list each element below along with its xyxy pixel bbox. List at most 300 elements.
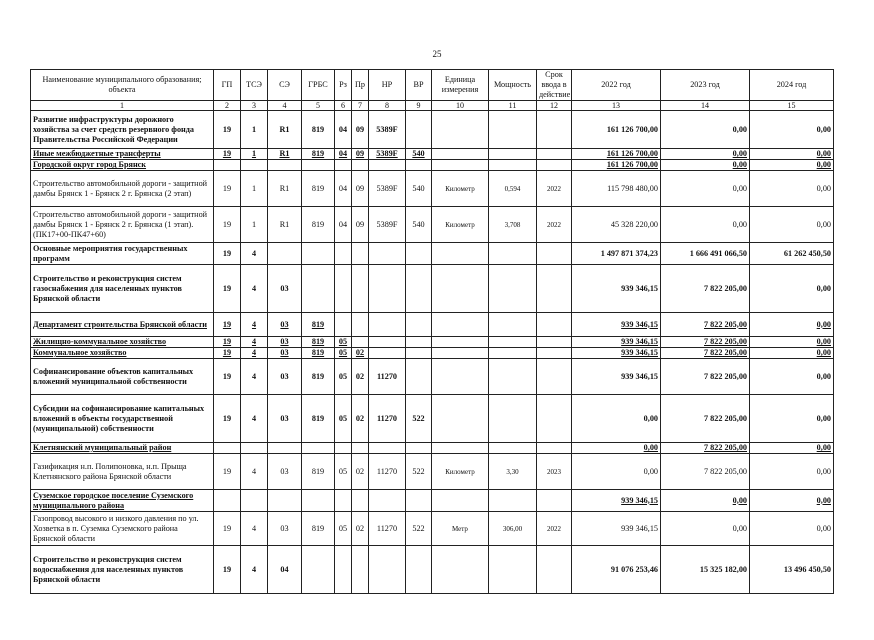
rz-cell: [335, 243, 352, 265]
row-name: Основные мероприятия государственных программ: [31, 243, 214, 265]
capacity-cell: 3,30: [489, 454, 537, 490]
nr-cell: [369, 348, 406, 359]
vr-cell: 540: [406, 171, 432, 207]
column-number: 14: [661, 101, 750, 111]
unit-cell: [432, 313, 489, 337]
nr-cell: 5389F: [369, 111, 406, 149]
budget-table: [30, 69, 834, 594]
amount-2022-cell: 0,00: [572, 443, 661, 454]
vr-cell: [406, 490, 432, 512]
row-name: Софинансирование объектов капитальных вложений муниципальной собственности: [31, 359, 214, 395]
gp-cell: 19: [214, 359, 241, 395]
rz-cell: 05: [335, 512, 352, 546]
gp-cell: 19: [214, 512, 241, 546]
capacity-cell: 0,594: [489, 171, 537, 207]
pr-cell: 09: [352, 111, 369, 149]
table-row: [31, 265, 834, 313]
amount-2023-cell: 7 822 205,00: [661, 395, 750, 443]
amount-2022-cell: 115 798 480,00: [572, 171, 661, 207]
grbs-cell: 819: [302, 348, 335, 359]
tse-cell: 1: [241, 149, 268, 160]
nr-cell: 5389F: [369, 149, 406, 160]
gp-cell: [214, 160, 241, 171]
column-number: 12: [537, 101, 572, 111]
gp-cell: [214, 443, 241, 454]
grbs-cell: 819: [302, 111, 335, 149]
header-name: Наименование муниципального образования; объекта: [31, 70, 214, 101]
table-row: [31, 443, 834, 454]
unit-cell: [432, 111, 489, 149]
gp-cell: 19: [214, 207, 241, 243]
table-row: [31, 454, 834, 490]
capacity-cell: [489, 160, 537, 171]
se-cell: R1: [268, 149, 302, 160]
grbs-cell: 819: [302, 337, 335, 348]
amount-2022-cell: 939 346,15: [572, 348, 661, 359]
year-cell: 2022: [537, 512, 572, 546]
rz-cell: 04: [335, 207, 352, 243]
unit-cell: Километр: [432, 207, 489, 243]
grbs-cell: 819: [302, 454, 335, 490]
nr-cell: [369, 443, 406, 454]
gp-cell: 19: [214, 546, 241, 594]
grbs-cell: 819: [302, 171, 335, 207]
grbs-cell: [302, 546, 335, 594]
row-name: Субсидии на софинансирование капитальных вложений в объекты государственной (муниципальной) собственности: [31, 395, 214, 443]
vr-cell: [406, 111, 432, 149]
amount-2022-cell: 161 126 700,00: [572, 160, 661, 171]
row-name: Строительство автомобильной дороги - защитной дамбы Брянск 1 - Брянск 2 г. Брянска (2 этап): [31, 171, 214, 207]
unit-cell: [432, 395, 489, 443]
table-row: [31, 395, 834, 443]
header-gp: ГП: [214, 70, 241, 101]
page-number: 25: [432, 49, 442, 59]
unit-cell: Километр: [432, 171, 489, 207]
amount-2022-cell: 939 346,15: [572, 313, 661, 337]
nr-cell: [369, 265, 406, 313]
pr-cell: 09: [352, 207, 369, 243]
row-name: Строительство и реконструкция систем водоснабжения для населенных пунктов Брянской области: [31, 546, 214, 594]
row-name: Иные межбюджетные трансферты: [31, 149, 214, 160]
grbs-cell: 819: [302, 395, 335, 443]
amount-2024-cell: 0,00: [750, 490, 834, 512]
capacity-cell: [489, 313, 537, 337]
tse-cell: 4: [241, 359, 268, 395]
amount-2024-cell: 0,00: [750, 348, 834, 359]
row-name: Газопровод высокого и низкого давления по ул. Хозветка в п. Суземка Суземского района Брянской области: [31, 512, 214, 546]
pr-cell: 09: [352, 171, 369, 207]
capacity-cell: [489, 149, 537, 160]
amount-2022-cell: 0,00: [572, 395, 661, 443]
amount-2023-cell: 0,00: [661, 160, 750, 171]
vr-cell: [406, 359, 432, 395]
table-row: [31, 313, 834, 337]
year-cell: [537, 348, 572, 359]
amount-2023-cell: 7 822 205,00: [661, 313, 750, 337]
rz-cell: [335, 546, 352, 594]
unit-cell: [432, 243, 489, 265]
column-number: 13: [572, 101, 661, 111]
year-cell: [537, 359, 572, 395]
pr-cell: 09: [352, 149, 369, 160]
table-row: [31, 111, 834, 149]
vr-cell: [406, 348, 432, 359]
gp-cell: 19: [214, 265, 241, 313]
header-capacity: Мощность: [489, 70, 537, 101]
table-row: [31, 243, 834, 265]
gp-cell: 19: [214, 337, 241, 348]
amount-2023-cell: 0,00: [661, 207, 750, 243]
pr-cell: [352, 265, 369, 313]
se-cell: [268, 243, 302, 265]
year-cell: [537, 546, 572, 594]
nr-cell: 5389F: [369, 207, 406, 243]
table-row: [31, 160, 834, 171]
unit-cell: [432, 359, 489, 395]
se-cell: 04: [268, 546, 302, 594]
year-cell: [537, 337, 572, 348]
nr-cell: [369, 160, 406, 171]
amount-2022-cell: 1 497 871 374,23: [572, 243, 661, 265]
amount-2023-cell: 0,00: [661, 111, 750, 149]
year-cell: [537, 243, 572, 265]
amount-2022-cell: 939 346,15: [572, 490, 661, 512]
se-cell: R1: [268, 171, 302, 207]
rz-cell: [335, 443, 352, 454]
column-number: 1: [31, 101, 214, 111]
column-number: 9: [406, 101, 432, 111]
nr-cell: 11270: [369, 454, 406, 490]
amount-2023-cell: 15 325 182,00: [661, 546, 750, 594]
grbs-cell: [302, 490, 335, 512]
grbs-cell: 819: [302, 313, 335, 337]
table-row: [31, 171, 834, 207]
se-cell: 03: [268, 337, 302, 348]
column-number: 15: [750, 101, 834, 111]
header-tse: ТСЭ: [241, 70, 268, 101]
column-number: 11: [489, 101, 537, 111]
column-number: 7: [352, 101, 369, 111]
se-cell: 03: [268, 359, 302, 395]
grbs-cell: [302, 443, 335, 454]
gp-cell: 19: [214, 243, 241, 265]
se-cell: R1: [268, 207, 302, 243]
table-row: [31, 149, 834, 160]
column-number: 10: [432, 101, 489, 111]
vr-cell: 540: [406, 149, 432, 160]
year-cell: 2022: [537, 207, 572, 243]
tse-cell: 4: [241, 546, 268, 594]
gp-cell: 19: [214, 111, 241, 149]
amount-2022-cell: 939 346,15: [572, 265, 661, 313]
gp-cell: 19: [214, 348, 241, 359]
amount-2022-cell: 91 076 253,46: [572, 546, 661, 594]
gp-cell: 19: [214, 313, 241, 337]
amount-2022-cell: 939 346,15: [572, 512, 661, 546]
nr-cell: 11270: [369, 512, 406, 546]
year-cell: [537, 149, 572, 160]
tse-cell: 4: [241, 395, 268, 443]
amount-2022-cell: 939 346,15: [572, 359, 661, 395]
amount-2023-cell: 7 822 205,00: [661, 265, 750, 313]
header-grbs: ГРБС: [302, 70, 335, 101]
table-row: [31, 512, 834, 546]
column-number: 8: [369, 101, 406, 111]
rz-cell: [335, 160, 352, 171]
capacity-cell: 306,00: [489, 512, 537, 546]
rz-cell: 05: [335, 359, 352, 395]
year-cell: 2023: [537, 454, 572, 490]
pr-cell: 02: [352, 454, 369, 490]
pr-cell: [352, 313, 369, 337]
column-number: 2: [214, 101, 241, 111]
amount-2022-cell: 161 126 700,00: [572, 149, 661, 160]
vr-cell: 522: [406, 454, 432, 490]
unit-cell: Метр: [432, 512, 489, 546]
tse-cell: 4: [241, 454, 268, 490]
vr-cell: 522: [406, 512, 432, 546]
row-name: Развитие инфраструктуры дорожного хозяйства за счет средств резервного фонда Правительства Российской Федерации: [31, 111, 214, 149]
pr-cell: 02: [352, 359, 369, 395]
tse-cell: 4: [241, 348, 268, 359]
grbs-cell: 819: [302, 207, 335, 243]
capacity-cell: [489, 443, 537, 454]
vr-cell: [406, 160, 432, 171]
rz-cell: [335, 265, 352, 313]
amount-2024-cell: 0,00: [750, 160, 834, 171]
vr-cell: [406, 313, 432, 337]
row-name: Суземское городское поселение Суземского муниципального района: [31, 490, 214, 512]
table-body: [31, 111, 834, 594]
se-cell: R1: [268, 111, 302, 149]
se-cell: [268, 160, 302, 171]
column-number-row: [31, 101, 834, 111]
amount-2024-cell: 0,00: [750, 395, 834, 443]
tse-cell: 4: [241, 313, 268, 337]
nr-cell: 11270: [369, 395, 406, 443]
tse-cell: [241, 160, 268, 171]
capacity-cell: [489, 111, 537, 149]
header-rz: Рз: [335, 70, 352, 101]
amount-2024-cell: 0,00: [750, 313, 834, 337]
amount-2024-cell: 0,00: [750, 443, 834, 454]
rz-cell: 04: [335, 111, 352, 149]
vr-cell: [406, 265, 432, 313]
pr-cell: [352, 443, 369, 454]
capacity-cell: 3,708: [489, 207, 537, 243]
header-pr: Пр: [352, 70, 369, 101]
table-row: [31, 490, 834, 512]
year-cell: [537, 395, 572, 443]
grbs-cell: [302, 265, 335, 313]
tse-cell: [241, 443, 268, 454]
amount-2024-cell: 0,00: [750, 111, 834, 149]
vr-cell: 540: [406, 207, 432, 243]
tse-cell: 4: [241, 337, 268, 348]
nr-cell: [369, 490, 406, 512]
vr-cell: [406, 546, 432, 594]
row-name: Клетнянский муниципальный район: [31, 443, 214, 454]
nr-cell: 5389F: [369, 171, 406, 207]
pr-cell: [352, 490, 369, 512]
tse-cell: 1: [241, 171, 268, 207]
amount-2024-cell: 0,00: [750, 454, 834, 490]
amount-2022-cell: 939 346,15: [572, 337, 661, 348]
amount-2023-cell: 1 666 491 066,50: [661, 243, 750, 265]
vr-cell: [406, 443, 432, 454]
grbs-cell: 819: [302, 149, 335, 160]
amount-2023-cell: 7 822 205,00: [661, 443, 750, 454]
nr-cell: 11270: [369, 359, 406, 395]
tse-cell: 1: [241, 111, 268, 149]
amount-2023-cell: 7 822 205,00: [661, 359, 750, 395]
tse-cell: [241, 490, 268, 512]
column-number: 6: [335, 101, 352, 111]
year-cell: [537, 443, 572, 454]
rz-cell: 05: [335, 454, 352, 490]
gp-cell: [214, 490, 241, 512]
gp-cell: 19: [214, 171, 241, 207]
tse-cell: 4: [241, 512, 268, 546]
nr-cell: [369, 337, 406, 348]
amount-2024-cell: 0,00: [750, 359, 834, 395]
unit-cell: [432, 160, 489, 171]
year-cell: [537, 160, 572, 171]
se-cell: 03: [268, 512, 302, 546]
capacity-cell: [489, 395, 537, 443]
capacity-cell: [489, 265, 537, 313]
column-number: 3: [241, 101, 268, 111]
tse-cell: 4: [241, 243, 268, 265]
header-2022: 2022 год: [572, 70, 661, 101]
header-row: [31, 70, 834, 101]
year-cell: 2022: [537, 171, 572, 207]
amount-2022-cell: 45 328 220,00: [572, 207, 661, 243]
unit-cell: [432, 348, 489, 359]
amount-2023-cell: 7 822 205,00: [661, 337, 750, 348]
year-cell: [537, 313, 572, 337]
rz-cell: 05: [335, 337, 352, 348]
pr-cell: [352, 337, 369, 348]
header-unit: Единица измерения: [432, 70, 489, 101]
amount-2024-cell: 0,00: [750, 207, 834, 243]
row-name: Строительство автомобильной дороги - защитной дамбы Брянск 1 - Брянск 2 г. Брянска (1 этап). (ПК17+00-ПК47+60): [31, 207, 214, 243]
amount-2024-cell: 0,00: [750, 149, 834, 160]
tse-cell: 4: [241, 265, 268, 313]
capacity-cell: [489, 359, 537, 395]
gp-cell: 19: [214, 149, 241, 160]
year-cell: [537, 111, 572, 149]
header-nr: НР: [369, 70, 406, 101]
column-number: 5: [302, 101, 335, 111]
header-se: СЭ: [268, 70, 302, 101]
se-cell: [268, 443, 302, 454]
capacity-cell: [489, 490, 537, 512]
rz-cell: 05: [335, 348, 352, 359]
pr-cell: [352, 243, 369, 265]
unit-cell: [432, 149, 489, 160]
unit-cell: [432, 546, 489, 594]
tse-cell: 1: [241, 207, 268, 243]
capacity-cell: [489, 348, 537, 359]
nr-cell: [369, 313, 406, 337]
unit-cell: [432, 443, 489, 454]
nr-cell: [369, 546, 406, 594]
amount-2023-cell: 7 822 205,00: [661, 348, 750, 359]
unit-cell: [432, 265, 489, 313]
table-row: [31, 546, 834, 594]
se-cell: [268, 490, 302, 512]
row-name: Жилищно-коммунальное хозяйство: [31, 337, 214, 348]
pr-cell: [352, 546, 369, 594]
table-row: [31, 348, 834, 359]
rz-cell: [335, 313, 352, 337]
unit-cell: [432, 337, 489, 348]
row-name: Газификация н.п. Полипоновка, н.п. Прыща Клетнянского района Брянской области: [31, 454, 214, 490]
grbs-cell: [302, 243, 335, 265]
vr-cell: [406, 337, 432, 348]
grbs-cell: 819: [302, 512, 335, 546]
vr-cell: 522: [406, 395, 432, 443]
se-cell: 03: [268, 313, 302, 337]
amount-2024-cell: 0,00: [750, 512, 834, 546]
pr-cell: [352, 160, 369, 171]
amount-2023-cell: 0,00: [661, 512, 750, 546]
grbs-cell: 819: [302, 359, 335, 395]
pr-cell: 02: [352, 348, 369, 359]
unit-cell: [432, 490, 489, 512]
row-name: Городской округ город Брянск: [31, 160, 214, 171]
amount-2024-cell: 0,00: [750, 265, 834, 313]
pr-cell: 02: [352, 395, 369, 443]
pr-cell: 02: [352, 512, 369, 546]
amount-2023-cell: 7 822 205,00: [661, 454, 750, 490]
amount-2022-cell: 161 126 700,00: [572, 111, 661, 149]
rz-cell: 04: [335, 149, 352, 160]
header-2023: 2023 год: [661, 70, 750, 101]
nr-cell: [369, 243, 406, 265]
grbs-cell: [302, 160, 335, 171]
rz-cell: 04: [335, 171, 352, 207]
row-name: Строительство и реконструкция систем газоснабжения для населенных пунктов Брянской области: [31, 265, 214, 313]
gp-cell: 19: [214, 454, 241, 490]
amount-2024-cell: 0,00: [750, 337, 834, 348]
table-row: [31, 337, 834, 348]
row-name: Департамент строительства Брянской области: [31, 313, 214, 337]
table-row: [31, 207, 834, 243]
rz-cell: [335, 490, 352, 512]
table-row: [31, 359, 834, 395]
amount-2023-cell: 0,00: [661, 149, 750, 160]
capacity-cell: [489, 546, 537, 594]
capacity-cell: [489, 337, 537, 348]
year-cell: [537, 490, 572, 512]
unit-cell: Километр: [432, 454, 489, 490]
se-cell: 03: [268, 265, 302, 313]
header-2024: 2024 год: [750, 70, 834, 101]
se-cell: 03: [268, 395, 302, 443]
amount-2022-cell: 0,00: [572, 454, 661, 490]
header-commission-year: Срок ввода в действие: [537, 70, 572, 101]
rz-cell: 05: [335, 395, 352, 443]
amount-2024-cell: 61 262 450,50: [750, 243, 834, 265]
vr-cell: [406, 243, 432, 265]
amount-2024-cell: 13 496 450,50: [750, 546, 834, 594]
amount-2023-cell: 0,00: [661, 490, 750, 512]
year-cell: [537, 265, 572, 313]
capacity-cell: [489, 243, 537, 265]
amount-2023-cell: 0,00: [661, 171, 750, 207]
